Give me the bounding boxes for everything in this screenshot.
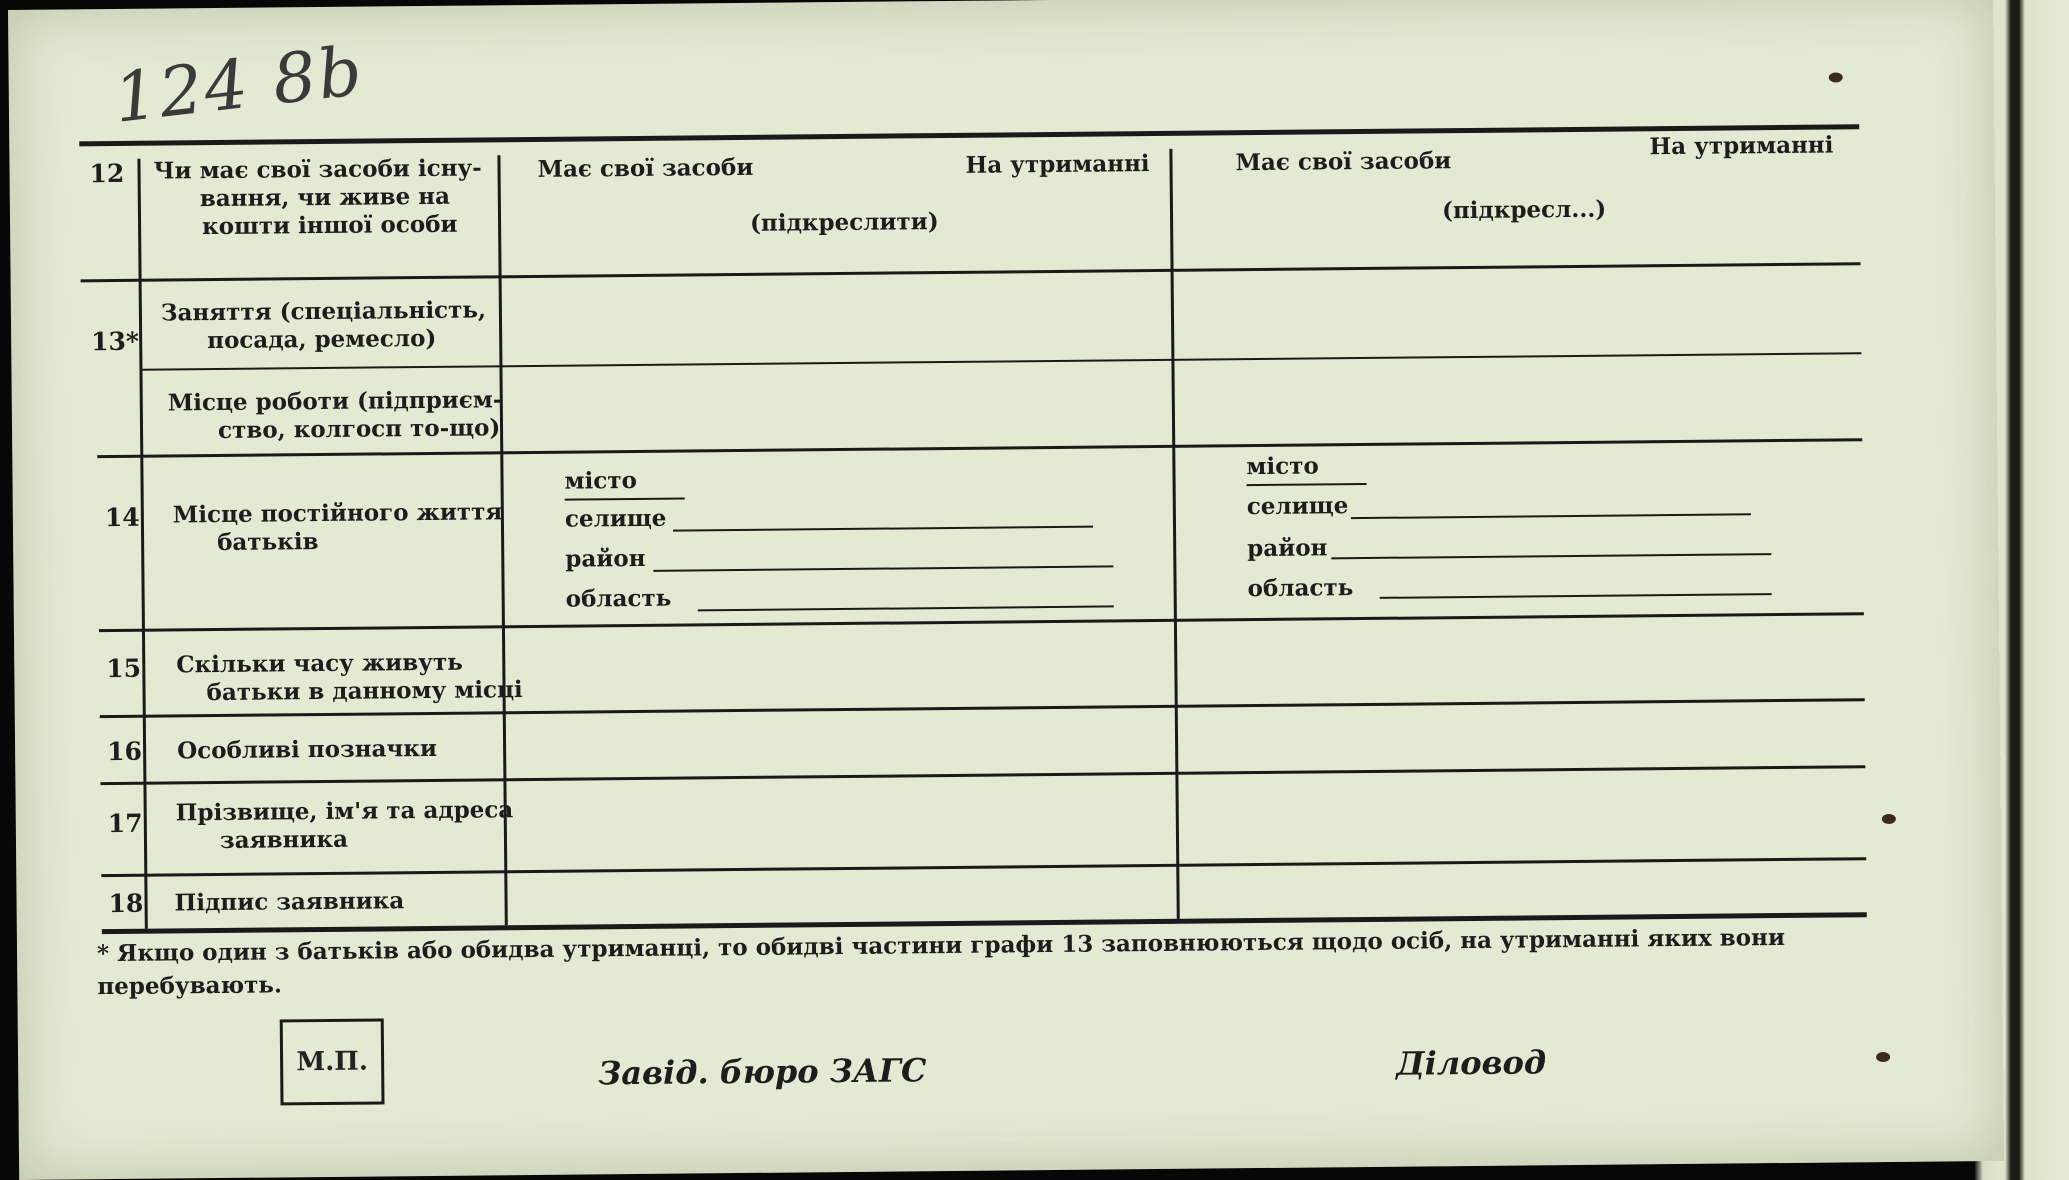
table-top-rule [79,124,1859,146]
row-label-line: батьки в данному місці [206,676,523,707]
row-number: 15 [106,653,142,684]
address-settlement-label: селище [564,504,667,533]
handwritten-record-number: 124 8b [110,31,368,139]
row-number: 17 [107,808,143,839]
dependent-option: На утриманні [1649,131,1834,161]
row-divider [81,262,1861,282]
row-label-line: ство, колгосп то-що) [217,414,501,445]
row-divider [141,352,1861,371]
has-means-option: Має свої засоби [537,153,754,183]
address-settlement-label: селище [1246,492,1349,521]
clerk-signature-label: Діловод [1395,1043,1547,1083]
has-means-option: Має свої засоби [1235,147,1452,177]
footnote: * Якщо один з батьків або обидва утриманці, то обидві частини графи 13 заповнюються щодо осіб, на утриманні яких вони перебувають. [96,923,1786,1001]
address-city-label: місто [564,466,638,495]
row-divider [100,765,1865,785]
row-number: 13* [91,326,140,357]
underline-instruction: (підкреслити) [749,208,939,237]
row-label-line: Особливі позначки [176,734,438,765]
address-city-label: місто [1246,452,1319,481]
address-district-line [1331,553,1771,559]
document-page [8,0,2004,1180]
row-label-line: Чи має свої засоби існу- [153,154,482,185]
row-label-line: Підпис заявника [174,887,405,917]
address-region-line [1380,593,1772,599]
row-label-line: Прізвище, ім'я та адреса [175,796,514,827]
address-region-line [698,605,1114,611]
punch-hole [1829,72,1843,82]
dependent-option: На утриманні [965,150,1150,179]
address-district-label: район [565,544,646,573]
address-region-label: область [1247,574,1354,603]
row-label-line: батьків [216,528,319,557]
row-divider [99,612,1864,632]
row-label-line: Місце постійного життя [172,498,503,529]
underline-instruction: (підкресл...) [1441,195,1607,225]
stamp-place: М.П. [280,1018,385,1105]
row-label-line: посада, ремесло) [207,324,437,355]
row-number: 14 [104,502,140,533]
address-district-label: район [1247,534,1328,563]
punch-hole [1882,814,1896,824]
middle-col-border [1169,149,1179,919]
row-label-line: вання, чи живе на [199,182,451,213]
address-district-line [653,565,1113,571]
row-number: 18 [108,888,144,919]
address-city-line [1247,483,1367,486]
row-number: 12 [89,158,125,189]
address-settlement-line [1351,513,1751,519]
row-number: 16 [106,736,143,767]
address-region-label: область [565,584,672,613]
registry-head-signature-label: Завід. бюро ЗАГС [598,1051,927,1093]
row-label-line: Скільки часу живуть [176,648,463,679]
row-label-line: заявника [219,825,349,855]
row-divider [101,857,1866,877]
row-label-line: Місце роботи (підприєм- [167,386,503,417]
punch-hole [1876,1052,1890,1062]
row-label-line: Заняття (спеціальність, [160,296,487,327]
address-city-line [565,498,685,501]
row-label-line: кошти іншої особи [201,210,458,241]
address-settlement-line [673,526,1093,532]
